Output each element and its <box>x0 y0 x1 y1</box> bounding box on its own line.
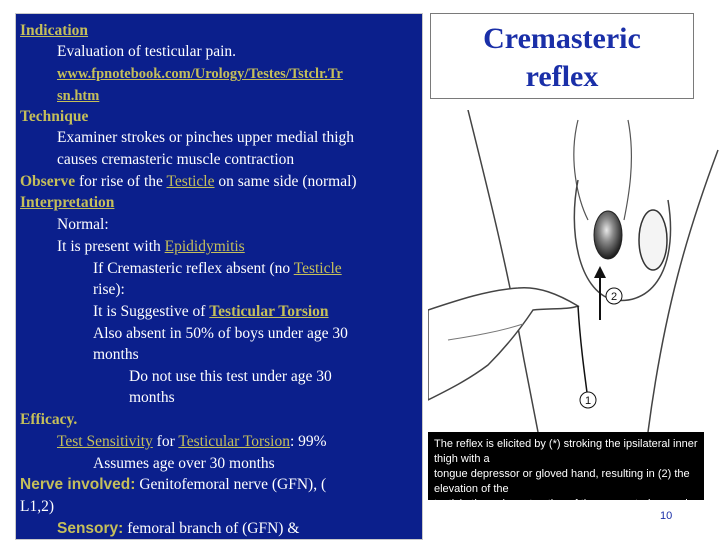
observe-word: Observe <box>20 173 76 190</box>
testicular-torsion-link-2[interactable]: Testicular Torsion <box>178 433 290 450</box>
absent-end: rise): <box>93 281 125 298</box>
absent50-line2: months <box>93 346 139 363</box>
technique-line1: Examiner strokes or pinches upper medial thigh <box>57 129 355 146</box>
caption-line2: tongue depressor or gloved hand, resulting in (2) the elevation of the <box>434 468 690 495</box>
interpretation-heading: Interpretation <box>20 194 115 211</box>
testicular-torsion-link[interactable]: Testicular Torsion <box>209 303 329 320</box>
test-sensitivity-link[interactable]: Test Sensitivity <box>57 433 153 450</box>
sens-value: : 99% <box>289 433 327 450</box>
page-number: 10 <box>660 510 673 522</box>
testis-shaded <box>594 211 622 259</box>
efficacy-heading: Efficacy. <box>20 411 78 428</box>
anatomy-drawing <box>428 110 720 432</box>
observe-end: on same side (normal) <box>214 173 357 190</box>
torsion-prefix: It is Suggestive of <box>93 303 210 320</box>
epididymitis-link[interactable]: Epididymitis <box>164 238 245 255</box>
label-2: 2 <box>610 291 618 303</box>
absent-line <box>93 259 342 279</box>
title-line2: reflex <box>525 60 599 93</box>
technique-heading: Technique <box>20 108 89 125</box>
sensory-text: femoral branch of (GFN) & <box>123 520 300 537</box>
content-textbox <box>15 13 423 540</box>
nerve-line <box>20 475 326 495</box>
donot-line1: Do not use this test under age 30 <box>129 368 332 385</box>
title-box <box>430 13 694 99</box>
epididymitis-line <box>57 237 245 257</box>
technique-line2: causes cremasteric muscle contraction <box>57 151 295 168</box>
label-1: 1 <box>584 395 592 407</box>
sens-for: for <box>152 433 179 450</box>
normal-label: Normal: <box>57 216 109 233</box>
nerve-label: Nerve involved: <box>20 476 136 493</box>
testicle-link-2[interactable]: Testicle <box>293 260 342 277</box>
observe-line <box>20 172 357 192</box>
nerve-line2: L1,2) <box>20 498 55 515</box>
testis-outline <box>639 210 667 270</box>
indication-heading: Indication <box>20 22 89 39</box>
sensory-line <box>57 519 299 539</box>
epi-prefix: It is present with <box>57 238 165 255</box>
caption-line3: testicle through contraction of the cremasteric muscle. <box>434 498 697 510</box>
assumes-line: Assumes age over 30 months <box>93 455 275 472</box>
observe-mid: for rise of the <box>75 173 167 190</box>
sensitivity-line <box>57 432 327 452</box>
nerve-text: Genitofemoral nerve (GFN), ( <box>135 476 327 493</box>
illustration-caption <box>428 432 704 510</box>
donot-line2: months <box>129 389 175 406</box>
title-line1: Cremasteric <box>483 22 641 55</box>
torsion-line <box>93 302 329 322</box>
fpnotebook-link-line2[interactable]: sn.htm <box>57 88 100 104</box>
indication-text: Evaluation of testicular pain. <box>57 43 237 60</box>
absent-prefix: If Cremasteric reflex absent (no <box>93 260 294 277</box>
sensory-label: Sensory: <box>57 520 124 537</box>
absent50-line1: Also absent in 50% of boys under age 30 <box>93 325 348 342</box>
fpnotebook-link-line1[interactable]: www.fpnotebook.com/Urology/Testes/Tstclr.Tr <box>57 66 343 82</box>
caption-line1: The reflex is elicited by (*) stroking the ipsilateral inner thigh with a <box>434 438 698 465</box>
hand-drawing <box>428 288 578 400</box>
testicle-link[interactable]: Testicle <box>166 173 215 190</box>
